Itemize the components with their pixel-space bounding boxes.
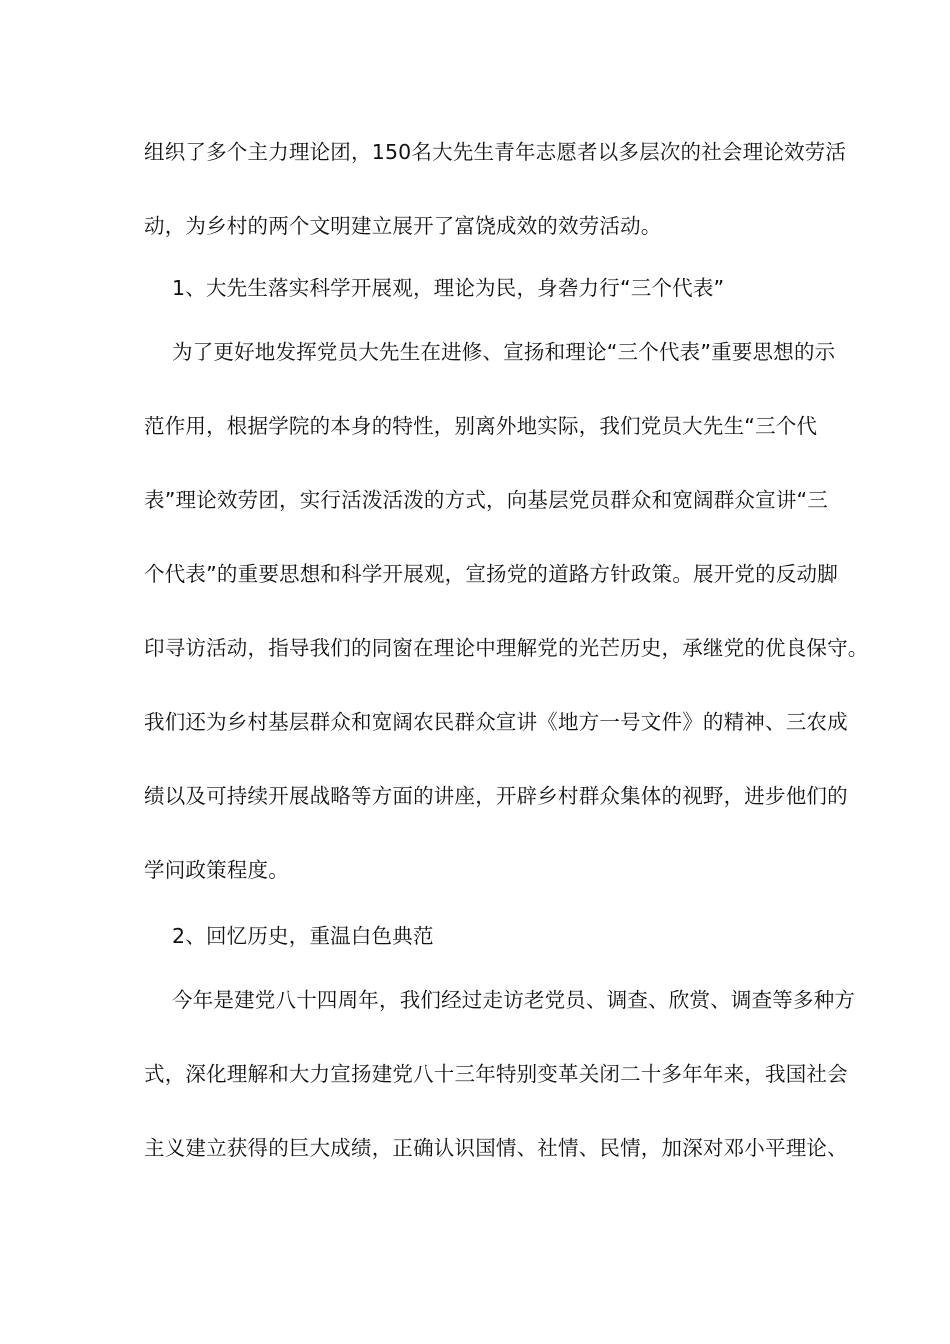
paragraph-line: 为了更好地发挥党员大先生在进修、宣扬和理论“三个代表”重要思想的示: [172, 340, 836, 364]
paragraph-line: 主义建立获得的巨大成绩，正确认识国情、社情、民情，加深对邓小平理论、: [144, 1136, 848, 1160]
paragraph-line: 个代表”的重要思想和科学开展观，宣扬党的道路方针政策。展开党的反动脚: [144, 562, 838, 586]
paragraph-line: 今年是建党八十四周年，我们经过走访老党员、调查、欣赏、调查等多种方: [172, 988, 856, 1012]
paragraph-line: 印寻访活动，指导我们的同窗在理论中理解党的光芒历史，承继党的优良保守。: [144, 636, 869, 660]
paragraph-line: 动，为乡村的两个文明建立展开了富饶成效的效劳活动。: [144, 214, 662, 238]
paragraph-line: 表”理论效劳团，实行活泼活泼的方式，向基层党员群众和宽阔群众宣讲“三: [144, 488, 829, 512]
paragraph-line: 学问政策程度。: [144, 858, 289, 882]
paragraph-line: 范作用，根据学院的本身的特性，别离外地实际，我们党员大先生“三个代: [144, 414, 818, 438]
paragraph-line: 绩以及可持续开展战略等方面的讲座，开辟乡村群众集体的视野，进步他们的: [144, 784, 848, 808]
section-heading: 2、回忆历史，重温白色典范: [172, 924, 434, 948]
paragraph-line: 组织了多个主力理论团，150名大先生青年志愿者以多层次的社会理论效劳活: [144, 140, 847, 164]
section-heading: 1、大先生落实科学开展观，理论为民，身砻力行“三个代表”: [172, 276, 725, 300]
paragraph-line: 式，深化理解和大力宣扬建党八十三年特别变革关闭二十多年年来，我国社会: [144, 1062, 848, 1086]
paragraph-line: 我们还为乡村基层群众和宽阔农民群众宣讲《地方一号文件》的精神、三农成: [144, 710, 848, 734]
